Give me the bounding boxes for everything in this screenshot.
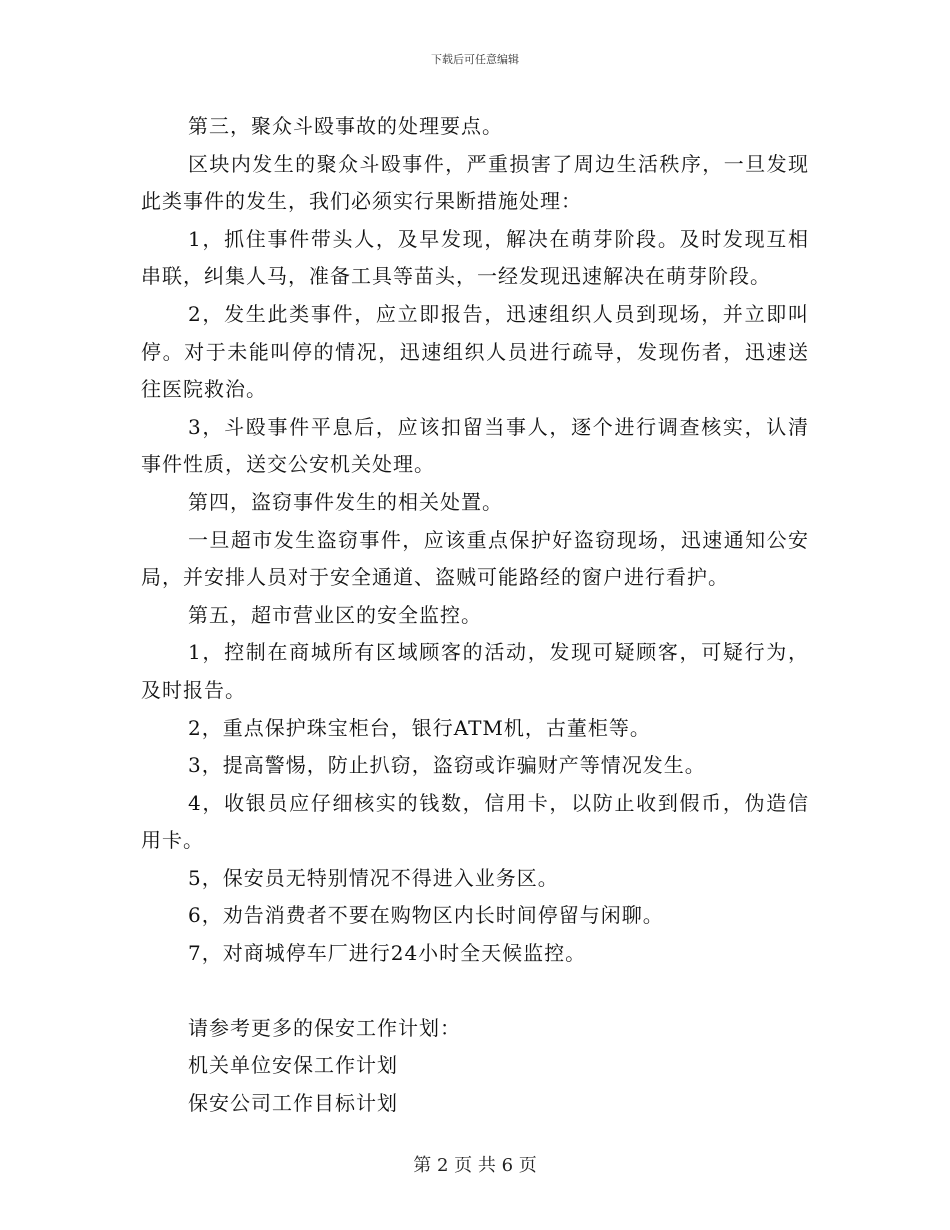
- body-paragraph: 区块内发生的聚众斗殴事件，严重损害了周边生活秩序，一旦发现此类事件的发生，我们必须实行果断措施处理：: [141, 151, 809, 214]
- related-plan-link[interactable]: 机关单位安保工作计划: [188, 1053, 398, 1078]
- list-item: 2，重点保护珠宝柜台，银行ATM机，古董柜等。: [188, 715, 651, 740]
- section-heading: 第三，聚众斗殴事故的处理要点。: [188, 114, 503, 138]
- section-spacer: [141, 973, 809, 1010]
- list-item: 2，发生此类事件，应立即报告，迅速组织人员到现场，并立即叫停。对于未能叫停的情况，迅速组织人员进行疏导，发现伤者，迅速送往医院救治。: [141, 301, 809, 402]
- section-heading: 第四，盗窃事件发生的相关处置。: [188, 489, 503, 514]
- page-number-footer: 第 2 页 共 6 页: [413, 1155, 537, 1176]
- related-plans-heading: 请参考更多的保安工作计划：: [188, 1015, 461, 1040]
- list-item: 5，保安员无特别情况不得进入业务区。: [188, 865, 559, 890]
- body-paragraph: 一旦超市发生盗窃事件，应该重点保护好盗窃现场，迅速通知公安局，并安排人员对于安全通道、盗贼可能路经的窗户进行看护。: [141, 527, 809, 590]
- list-item: 6，劝告消费者不要在购物区内长时间停留与闲聊。: [188, 903, 664, 928]
- document-body: [141, 108, 809, 1122]
- related-plan-link[interactable]: 保安公司工作目标计划: [188, 1090, 398, 1115]
- list-item: 1，控制在商城所有区域顾客的活动，发现可疑顾客，可疑行为，及时报告。: [141, 640, 809, 702]
- list-item: 7，对商城停车厂进行24小时全天候监控。: [188, 941, 587, 966]
- section-heading: 第五，超市营业区的安全监控。: [188, 602, 482, 627]
- list-item: 4，收银员应仔细核实的钱数，信用卡，以防止收到假币，伪造信用卡。: [141, 790, 809, 853]
- list-item: 1，抓住事件带头人，及早发现，解决在萌芽阶段。及时发现互相串联，纠集人马，准备工具等苗头，一经发现迅速解决在萌芽阶段。: [141, 226, 809, 289]
- list-item: 3，提高警惕，防止扒窃，盗窃或诈骗财产等情况发生。: [188, 753, 706, 778]
- list-item: 3，斗殴事件平息后，应该扣留当事人，逐个进行调查核实，认清事件性质，送交公安机关处理。: [141, 414, 809, 477]
- page-header-note: 下载后可任意编辑: [431, 53, 519, 66]
